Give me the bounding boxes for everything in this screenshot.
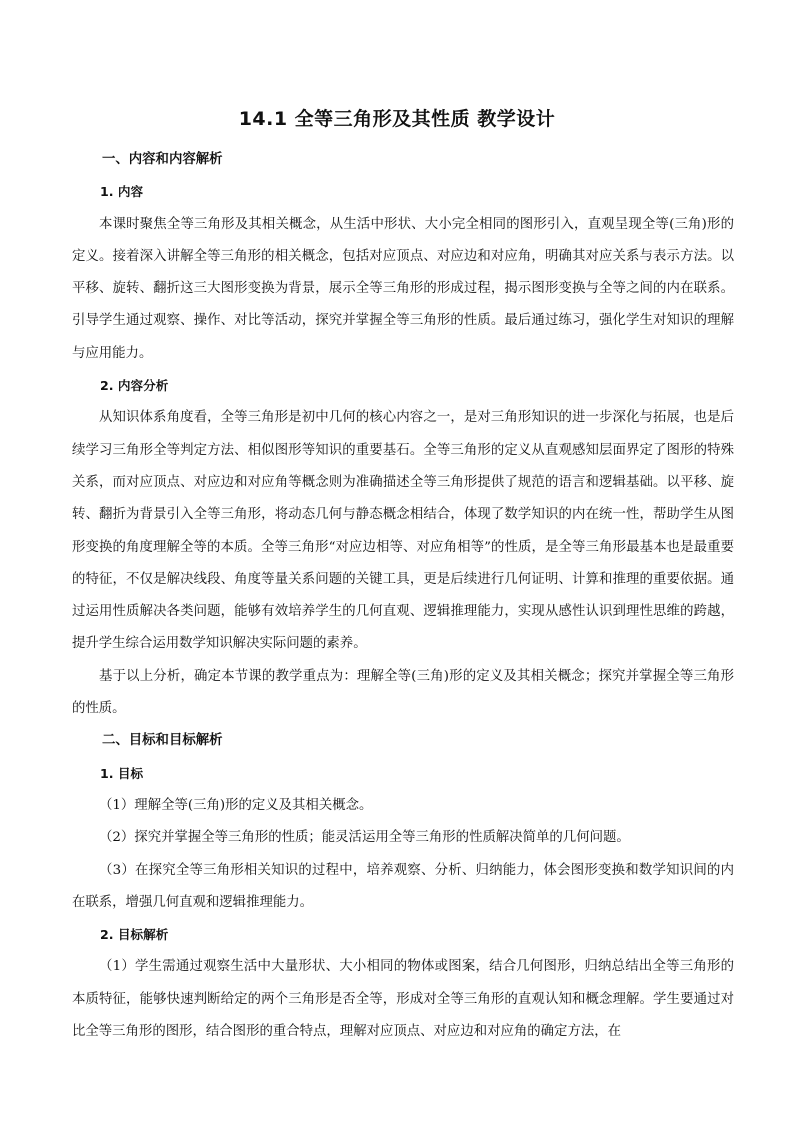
subsection-heading-content: 1. 内容 bbox=[100, 184, 144, 200]
section-heading-goals: 二、目标和目标解析 bbox=[102, 733, 223, 749]
subsection-heading-analysis: 2. 内容分析 bbox=[100, 378, 169, 394]
subsection-heading-goals: 1. 目标 bbox=[100, 765, 144, 781]
goal-item-2: （2）探究并掌握全等三角形的性质；能灵活运用全等三角形的性质解决简单的几何问题。 bbox=[99, 830, 630, 846]
goal-item-3: （3）在探究全等三角形相关知识的过程中，培养观察、分析、归纳能力，体会图形变换和数学知识间的内在联系，增强几何直观和逻辑推理能力。 bbox=[72, 862, 734, 910]
goal-item-1: （1）理解全等(三角)形的定义及其相关概念。 bbox=[99, 797, 373, 813]
content-paragraph: 本课时聚焦全等三角形及其相关概念，从生活中形状、大小完全相同的图形引入，直观呈现全等(三角)形的定义。接着深入讲解全等三角形的相关概念，包括对应顶点、对应边和对应角，明确其对应关系与表示方法。以平移、旋转、翻折这三大图形变换为背景，展示全等三角形的形成过程，揭示图形变换与全等之间的内在联系。引导学生通过观察、操作、对比等活动，探究并掌握全等三角形的性质。最后通过练习，强化学生对知识的理解与应用能力。 bbox=[72, 216, 734, 361]
analysis-paragraph-2: 基于以上分析，确定本节课的教学重点为：理解全等(三角)形的定义及其相关概念；探究并掌握全等三角形的性质。 bbox=[72, 668, 734, 717]
document-body bbox=[72, 144, 734, 1048]
subsection-heading-goal-analysis: 2. 目标解析 bbox=[100, 927, 169, 943]
section-heading-content: 一、内容和内容解析 bbox=[102, 152, 223, 167]
goal-analysis-paragraph: （1）学生需通过观察生活中大量形状、大小相同的物体或图案，结合几何图形，归纳总结出全等三角形的本质特征，能够快速判断给定的两个三角形是否全等，形成对全等三角形的直观认知和概念理解。学生要通过对比全等三角形的图形，结合图形的重合特点，理解对应顶点、对应边和对应角的确定方法，在 bbox=[72, 959, 734, 1040]
document-title: 14.1 全等三角形及其性质 教学设计 bbox=[238, 108, 556, 130]
analysis-paragraph-1: 从知识体系角度看，全等三角形是初中几何的核心内容之一，是对三角形知识的进一步深化与拓展，也是后续学习三角形全等判定方法、相似图形等知识的重要基石。全等三角形的定义从直观感知层面界定了图形的特殊关系，而对应顶点、对应边和对应角等概念则为准确描述全等三角形提供了规范的语言和逻辑基础。以平移、旋转、翻折为背景引入全等三角形，将动态几何与静态概念相结合，体现了数学知识的内在统一性，帮助学生从图形变换的角度理解全等的本质。全等三角形“对应边相等、对应角相等”的性质，是全等三角形最基本也是最重要的特征，不仅是解决线段、角度等量关系问题的关键工具，更是后续进行几何证明、计算和推理的重要依据。通过运用性质解决各类问题，能够有效培养学生的几何直观、逻辑推理能力，实现从感性认识到理性思维的跨越，提升学生综合运用数学知识解决实际问题的素养。 bbox=[72, 410, 734, 652]
